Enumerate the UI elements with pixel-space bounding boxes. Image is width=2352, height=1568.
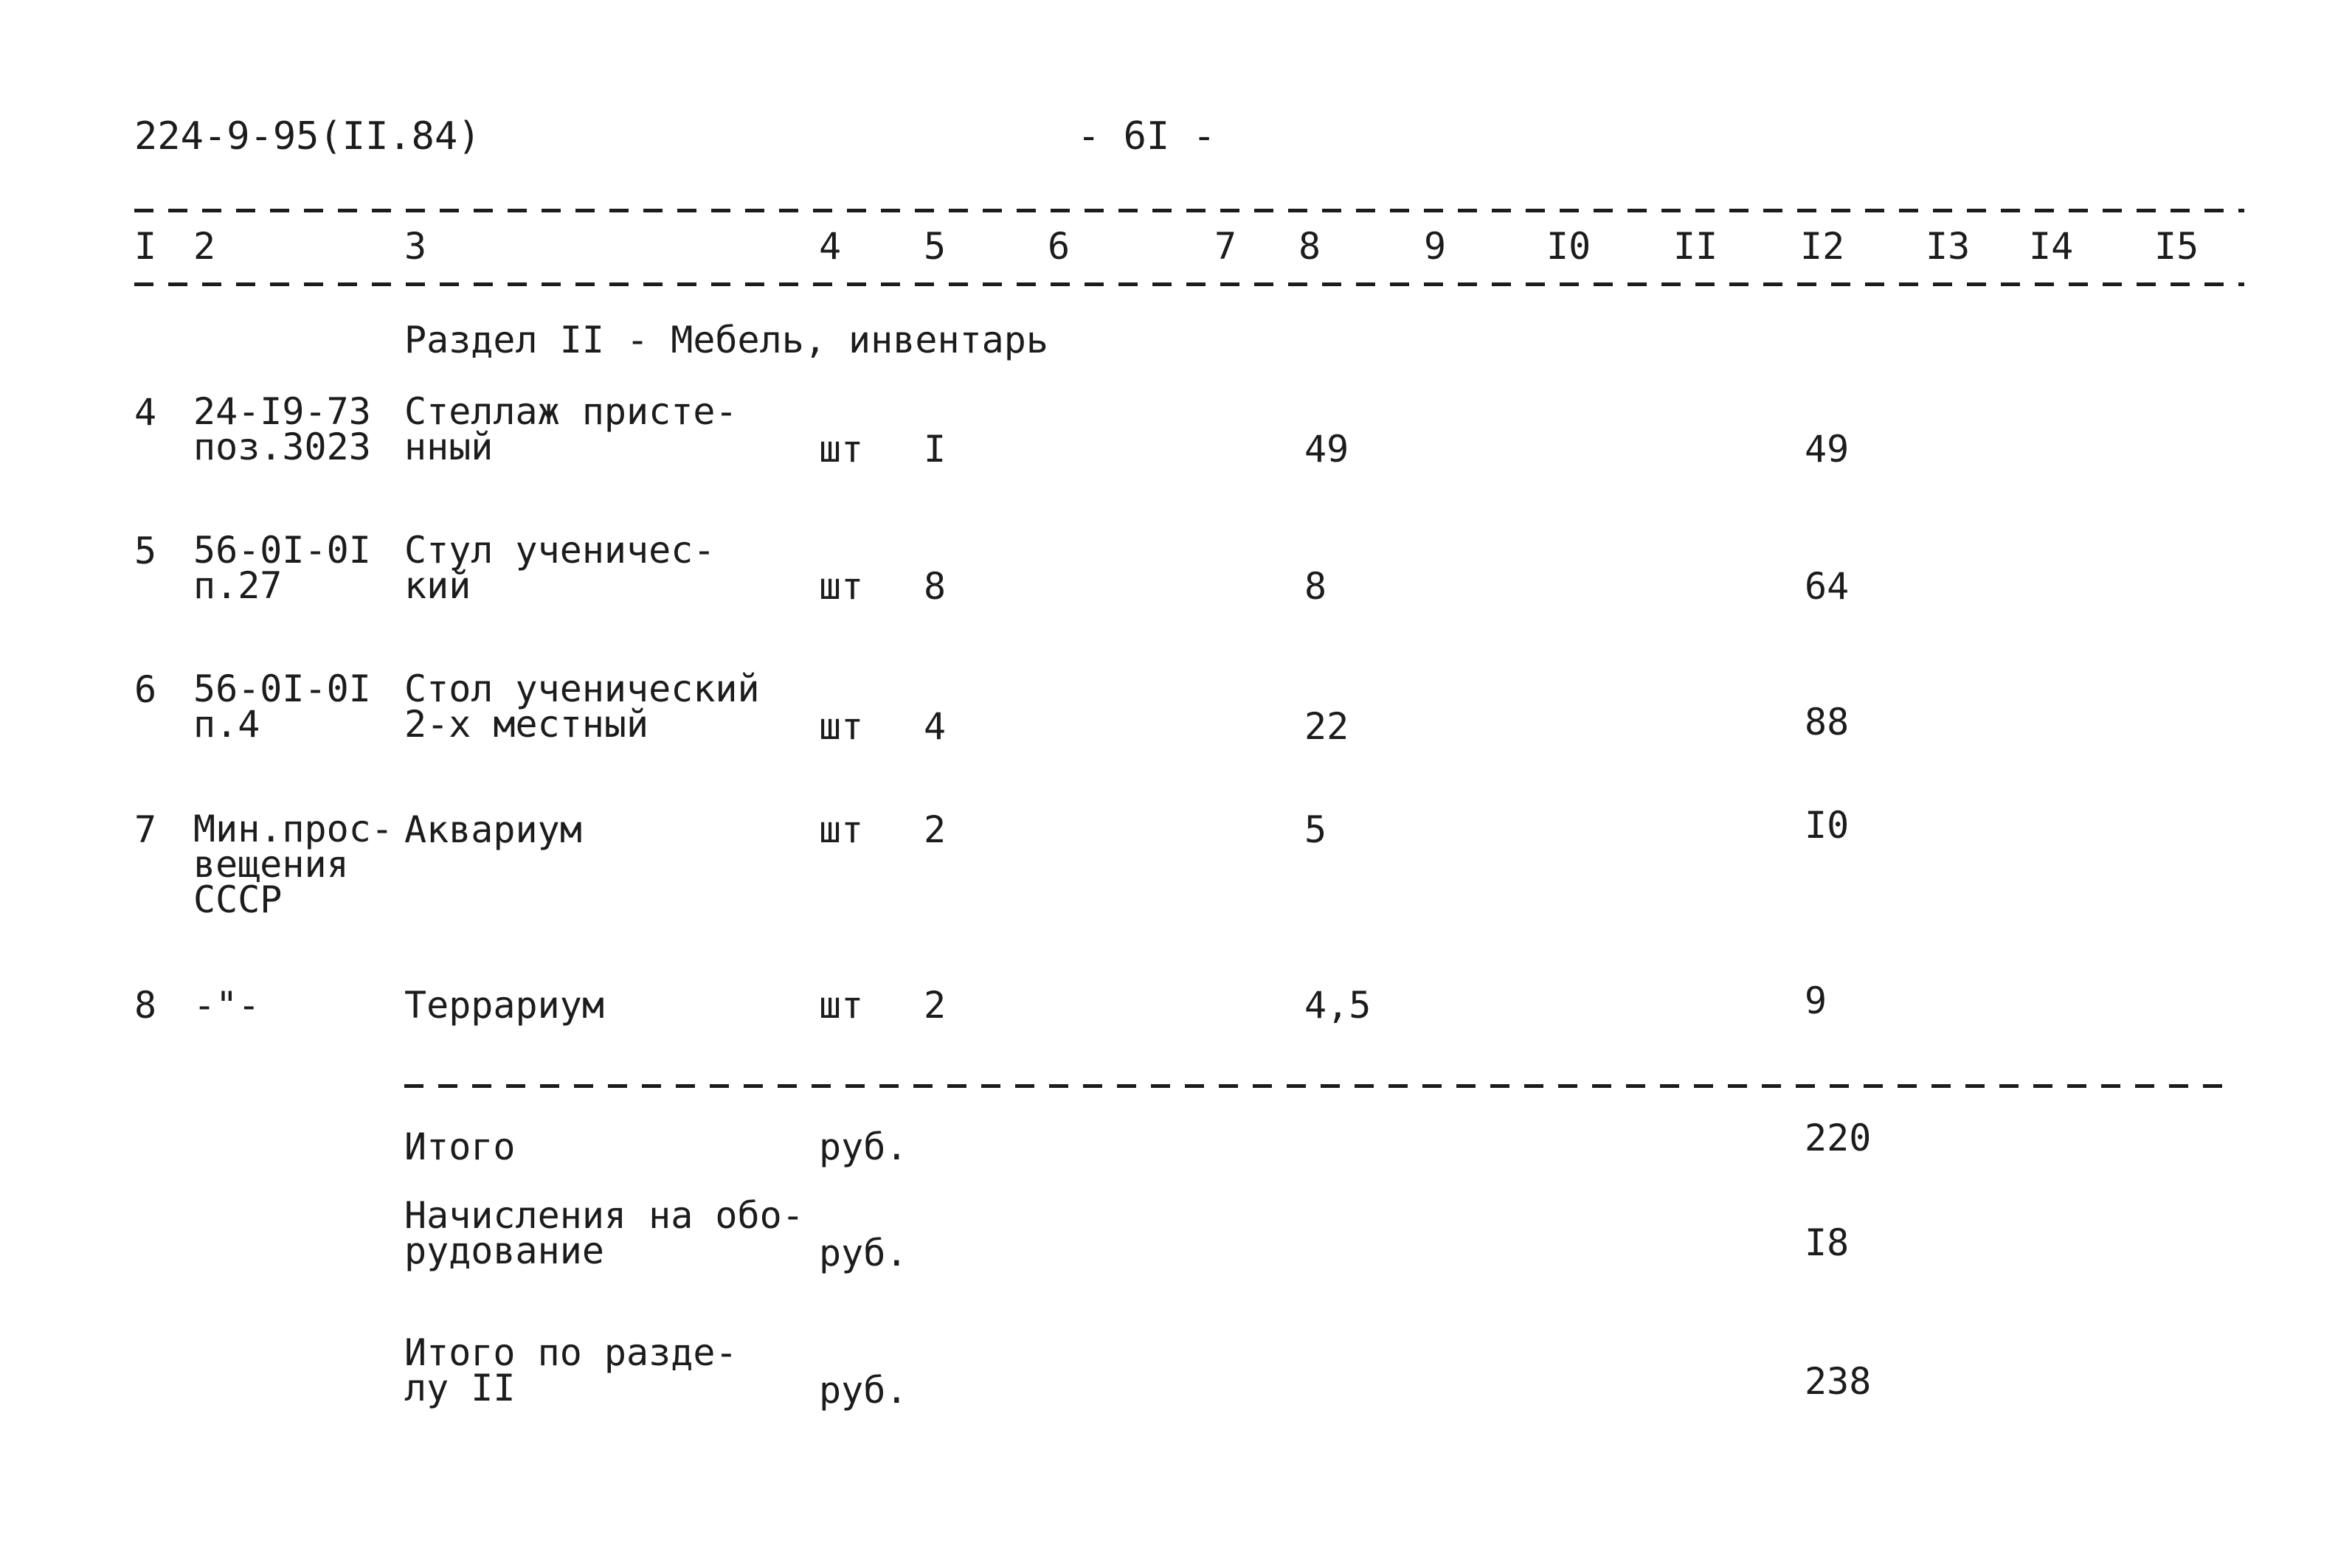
column-header: 6 — [1048, 225, 1070, 268]
row-quantity: 2 — [924, 984, 947, 1027]
document-code: 224-9-95(II.84) — [134, 114, 481, 159]
row-quantity: 8 — [924, 565, 947, 608]
row-unit: шт — [819, 565, 864, 608]
row-item-name: Аквариум — [404, 808, 582, 851]
equipment-charges-value: I8 — [1805, 1221, 1850, 1264]
row-total: 9 — [1805, 979, 1827, 1022]
row-reference: 56-0I-0I п.27 — [193, 529, 371, 607]
row-item-name: Стол ученический 2-х местный — [404, 667, 760, 746]
column-header: 8 — [1298, 225, 1321, 268]
section-total-value: 238 — [1805, 1360, 1872, 1403]
row-number: 6 — [134, 668, 157, 711]
column-header: I4 — [2029, 225, 2074, 268]
row-total: 64 — [1805, 565, 1850, 608]
total-label: Итого — [404, 1125, 516, 1168]
header-rule-bottom — [134, 282, 2244, 286]
column-header: 2 — [193, 225, 216, 268]
header-rule-top — [134, 209, 2244, 212]
column-header: I3 — [1926, 225, 1971, 268]
row-unit: шт — [819, 808, 864, 851]
row-total: 88 — [1805, 701, 1850, 743]
row-unit-price: 5 — [1304, 808, 1327, 851]
row-quantity: I — [924, 428, 947, 471]
column-header: 4 — [819, 225, 842, 268]
page-number: - 6I - — [1077, 114, 1216, 159]
section-title: Раздел II - Мебель, инвентарь — [404, 319, 1048, 361]
equipment-charges-label: Начисления на обо- рудование — [404, 1194, 804, 1272]
column-header: I2 — [1800, 225, 1845, 268]
row-unit-price: 4,5 — [1304, 984, 1372, 1027]
column-header: 7 — [1214, 225, 1237, 268]
column-header: 3 — [404, 225, 427, 268]
row-reference: Мин.прос- вещения СССР — [193, 808, 393, 921]
totals-separator — [404, 1084, 2234, 1088]
column-header: 5 — [924, 225, 947, 268]
row-reference: -"- — [193, 984, 260, 1027]
column-header: II — [1673, 225, 1718, 268]
row-unit-price: 22 — [1304, 705, 1349, 748]
total-unit: руб. — [819, 1125, 908, 1168]
row-number: 7 — [134, 808, 157, 851]
column-header: I5 — [2154, 225, 2199, 268]
row-unit: шт — [819, 705, 864, 748]
column-header: 9 — [1424, 225, 1447, 268]
row-unit-price: 8 — [1304, 565, 1327, 608]
column-header: I0 — [1546, 225, 1591, 268]
row-unit: шт — [819, 984, 864, 1027]
row-reference: 56-0I-0I п.4 — [193, 667, 371, 746]
section-total-unit: руб. — [819, 1369, 908, 1412]
row-number: 8 — [134, 984, 157, 1027]
row-total: I0 — [1805, 804, 1850, 847]
row-number: 5 — [134, 530, 157, 572]
column-header: I — [134, 225, 157, 268]
row-unit: шт — [819, 428, 864, 471]
row-item-name: Стул ученичес- кий — [404, 529, 716, 607]
row-item-name: Стеллаж присте- нный — [404, 390, 738, 468]
row-total: 49 — [1805, 428, 1850, 471]
total-value: 220 — [1805, 1117, 1872, 1159]
row-quantity: 2 — [924, 808, 947, 851]
row-reference: 24-I9-73 поз.3023 — [193, 390, 371, 468]
row-quantity: 4 — [924, 705, 947, 748]
section-total-label: Итого по разде- лу II — [404, 1331, 738, 1409]
equipment-charges-unit: руб. — [819, 1232, 908, 1274]
row-item-name: Террариум — [404, 984, 604, 1027]
row-unit-price: 49 — [1304, 428, 1349, 471]
row-number: 4 — [134, 391, 157, 434]
